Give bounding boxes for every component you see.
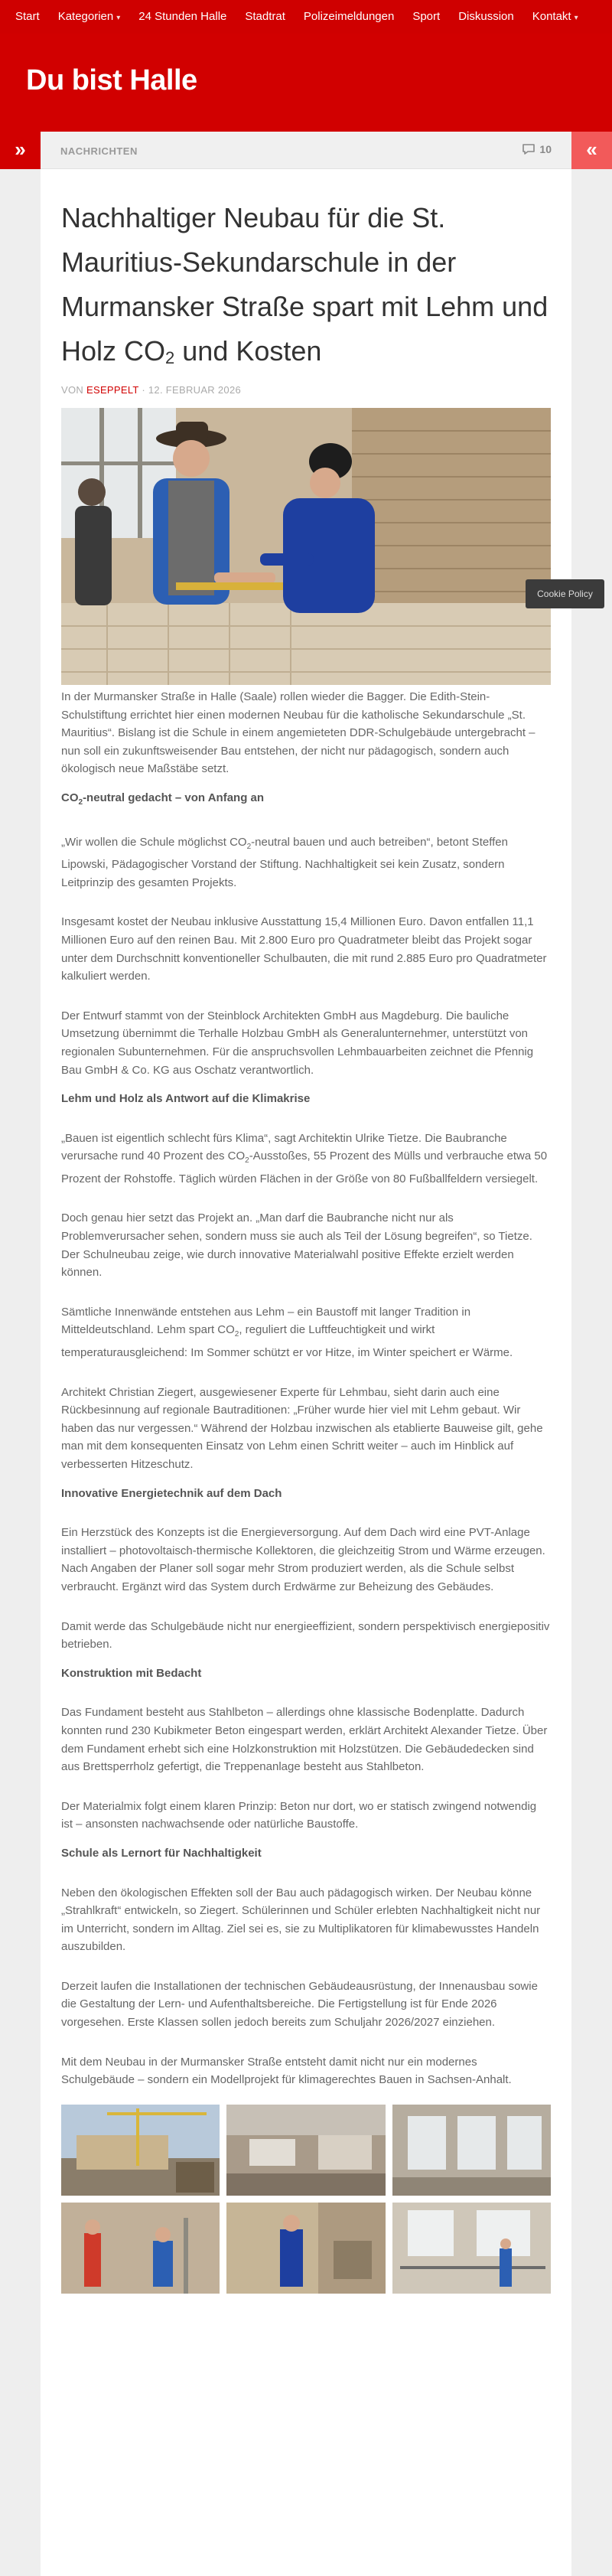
site-title[interactable]: Du bist Halle: [26, 64, 197, 96]
site-header: [0, 34, 612, 132]
article-body: [61, 688, 551, 2089]
paragraph: Architekt Christian Ziegert, ausgewiesener Experte für Lehmbau, sieht darin auch eine Rückbesinnung auf regionale Bautraditionen: „Früher wurde hier viel mit Lehm gebaut. Wir haben das nur vergessen.“ Während der Holzbau inzwischen als etablierte Bauweise gilt, gehe man mit dem konsequenten Einsatz von Lehm einen Schritt weiter – auch im Hinblick auf verbesserten Hitzeschutz.: [61, 1385, 543, 1471]
section-heading: Konstruktion mit Bedacht: [61, 1666, 202, 1680]
double-chevron-right-icon: »: [15, 138, 26, 161]
article-title: Nachhaltiger Neubau für die St. Mauritius-Sekundarschule in der Murmansker Straße spart mit Lehm und Holz $CO_2$ und Kosten: [61, 202, 549, 367]
paragraph: Doch genau hier setzt das Projekt an. „Man darf die Baubranche nicht nur als Problemverursacher sehen, sondern muss sie auch als Teil der Lösung begreifen“, so Tietze. Der Schulneubau zeige, wie durch innovative Materialwahl positive Effekte erzielt werden können.: [61, 1211, 532, 1280]
gallery-photo-clay-wall[interactable]: [226, 2203, 386, 2294]
speech-bubble-icon: [522, 143, 536, 155]
section-heading: Schule als Lernort für Nachhaltigkeit: [61, 1846, 262, 1860]
paragraph: Neben den ökologischen Effekten soll der Bau auch pädagogisch wirken. Der Neubau könne „Strahlkraft“ entwickeln, so Ziegert. Schülerinnen und Schüler erlebten Nachhaltigkeit nicht nur im Unterricht, sondern im Alltag. Ziel sei es, sie zu Multiplikatoren für klimabewusstes Handeln auszubilden.: [61, 1886, 541, 1954]
paragraph: Der Materialmix folgt einem klaren Prinzip: Beton nur dort, wo er statisch zwingend notwendig ist – ansonsten nachwachsende oder natürliche Baustoffe.: [61, 1799, 537, 1831]
paragraph: Das Fundament besteht aus Stahlbeton – allerdings ohne klassische Bodenplatte. Dadurch konnten rund 230 Kubikmeter Beton eingespart werden, erklärt Architekt Alexander Tietze. Über dem Fundament erhebt sich eine Holzkonstruktion mit Holzstützen. Die Gebäudedecken sind aus Brettsperrholz gefertigt, die Treppenanlage besteht aus Stahlbeton.: [61, 1706, 548, 1774]
main-content: [41, 132, 593, 2576]
gallery-photo-workers[interactable]: [61, 2203, 220, 2294]
sidebar-expand-left-button[interactable]: [0, 132, 41, 169]
paragraph: Sämtliche Innenwände entstehen aus Lehm – ein Baustoff mit langer Tradition in Mitteldeutschland. Lehm spart $CO_2$, reguliert die Luftfeuchtigkeit und wirkt temperaturausgleichend: Im Sommer schützt er vor Hitze, im Winter speichert er Wärme.: [61, 1305, 513, 1360]
paragraph: Der Entwurf stammt von der Steinblock Architekten GmbH aus Magdeburg. Die bauliche Umsetzung übernimmt die Terhalle Holzbau GmbH als Generalunternehmer, unterstützt von regionalen Subunternehmen. Für die anspruchsvollen Lehmbauarbeiten zeichnet die Pfennig Bau GmbH & Co. KG aus Oschatz verantwortlich.: [61, 1009, 534, 1077]
nav-item-kategorien[interactable]: Kategorien ▾: [57, 10, 121, 23]
paragraph: Insgesamt kostet der Neubau inklusive Ausstattung 15,4 Millionen Euro. Davon entfallen 11,1 Millionen Euro auf den reinen Bau. Mit 2.800 Euro pro Quadratmeter bleibt das Projekt sogar unter dem Durchschnitt konventioneller Schulbauten, die mit rund 2.885 Euro pro Quadratmeter kalkuliert werden.: [61, 915, 547, 983]
comments-count: 10: [539, 143, 552, 155]
paragraph: Mit dem Neubau in der Murmansker Straße entsteht damit nicht nur ein modernes Schulgebäude – sondern ein Modellprojekt für klimagerechtes Bauen in Sachsen-Anhalt.: [61, 2055, 512, 2087]
paragraph: „Bauen ist eigentlich schlecht fürs Klima“, sagt Architektin Ulrike Tietze. Die Baubranche verursache rund 40 Prozent des $CO_2$-Ausstoßes, 55 Prozent des Mülls und verbrauche etwa 50 Prozent der Rohstoffe. Täglich würden Flächen in der Größe von 80 Fußballfeldern versiegelt.: [61, 1131, 548, 1185]
category-link[interactable]: NACHRICHTEN: [60, 145, 138, 157]
gallery-photo-scaffold[interactable]: [392, 2203, 551, 2294]
chevron-down-icon: ▾: [116, 14, 121, 22]
crane-building-image: [61, 2105, 220, 2196]
article-hero-image: [61, 408, 593, 685]
window-frames-image: [392, 2105, 551, 2196]
comments-link[interactable]: [522, 143, 552, 155]
double-chevron-left-icon: «: [586, 138, 597, 161]
author-link[interactable]: ESEPPELT: [86, 384, 139, 396]
construction-workers-photo: [61, 408, 551, 685]
nav-item-sport[interactable]: Sport: [412, 10, 441, 23]
clay-wall-worker-image: [226, 2203, 386, 2294]
paragraph: Damit werde das Schulgebäude nicht nur energieeffizient, sondern perspektivisch energiepositiv betrieben.: [61, 1619, 550, 1652]
article: [61, 196, 593, 2294]
interior-hall-image: [226, 2105, 386, 2196]
article-meta: VON ESEPPELT · 12. FEBRUAR 2026: [61, 384, 242, 396]
gallery-photo-crane[interactable]: [61, 2105, 220, 2196]
nav-item-24-stunden-halle[interactable]: 24 Stunden Halle: [138, 10, 227, 23]
paragraph: „Wir wollen die Schule möglichst $CO_2$-neutral bauen und auch betreiben“, betont Steffen Lipowski, Pädagogischer Vorstand der Stiftung. Nachhaltigkeit sei kein Zusatz, sondern Leitprinzip des gesamten Projekts.: [61, 835, 508, 889]
paragraph: In der Murmansker Straße in Halle (Saale) rollen wieder die Bagger. Die Edith-Stein-Schulstiftung errichtet hier einen modernen Neubau für die katholische Sekundarschule „St. Mauritius“. Bislang ist die Schule in einem angemieteten DDR-Schulgebäude untergebracht – nun soll ein zukunftsweisender Bau entstehen, der nicht nur pädagogisch, sondern auch ökologisch neue Maßstäbe setzt.: [61, 690, 536, 776]
paragraph: Derzeit laufen die Installationen der technischen Gebäudeausrüstung, der Innenausbau sowie die Gestaltung der Lern- und Aufenthaltsbereiche. Die Fertigstellung ist für Ende 2026 vorgesehen. Erste Klassen sollen jedoch bereits zum Schuljahr 2026/2027 einziehen.: [61, 1979, 538, 2030]
nav-item-start[interactable]: Start: [15, 10, 40, 23]
section-heading: Innovative Energietechnik auf dem Dach: [61, 1486, 282, 1500]
chevron-down-icon: ▾: [574, 14, 578, 22]
category-bar: [41, 132, 571, 169]
cookie-policy-button[interactable]: Cookie Policy: [526, 579, 604, 608]
sidebar-expand-right-button[interactable]: [571, 132, 612, 169]
nav-item-stadtrat[interactable]: Stadtrat: [245, 10, 285, 23]
nav-item-diskussion[interactable]: Diskussion: [458, 10, 514, 23]
photo-gallery: [61, 2105, 551, 2294]
article-date: 12. FEBRUAR 2026: [148, 384, 242, 396]
gallery-photo-interior[interactable]: [226, 2105, 386, 2196]
section-heading: $CO_2$-neutral gedacht – von Anfang an: [61, 791, 265, 807]
scaffold-interior-image: [392, 2203, 551, 2294]
section-heading: Lehm und Holz als Antwort auf die Klimakrise: [61, 1092, 311, 1106]
workers-walls-image: [61, 2203, 220, 2294]
top-navigation: [0, 0, 612, 34]
nav-item-kontakt[interactable]: Kontakt ▾: [532, 10, 578, 23]
paragraph: Ein Herzstück des Konzepts ist die Energieversorgung. Auf dem Dach wird eine PVT-Anlage installiert – photovoltaisch-thermische Kollektoren, die gleichzeitig Strom und Wärme erzeugen. Nach Angaben der Planer soll sogar mehr Strom produziert werden, als die Schule selbst verbraucht. Ergänzt wird das System durch Erdwärme zur Beheizung des Gebäudes.: [61, 1526, 545, 1593]
nav-item-polizeimeldungen[interactable]: Polizeimeldungen: [303, 10, 395, 23]
gallery-photo-windows[interactable]: [392, 2105, 551, 2196]
